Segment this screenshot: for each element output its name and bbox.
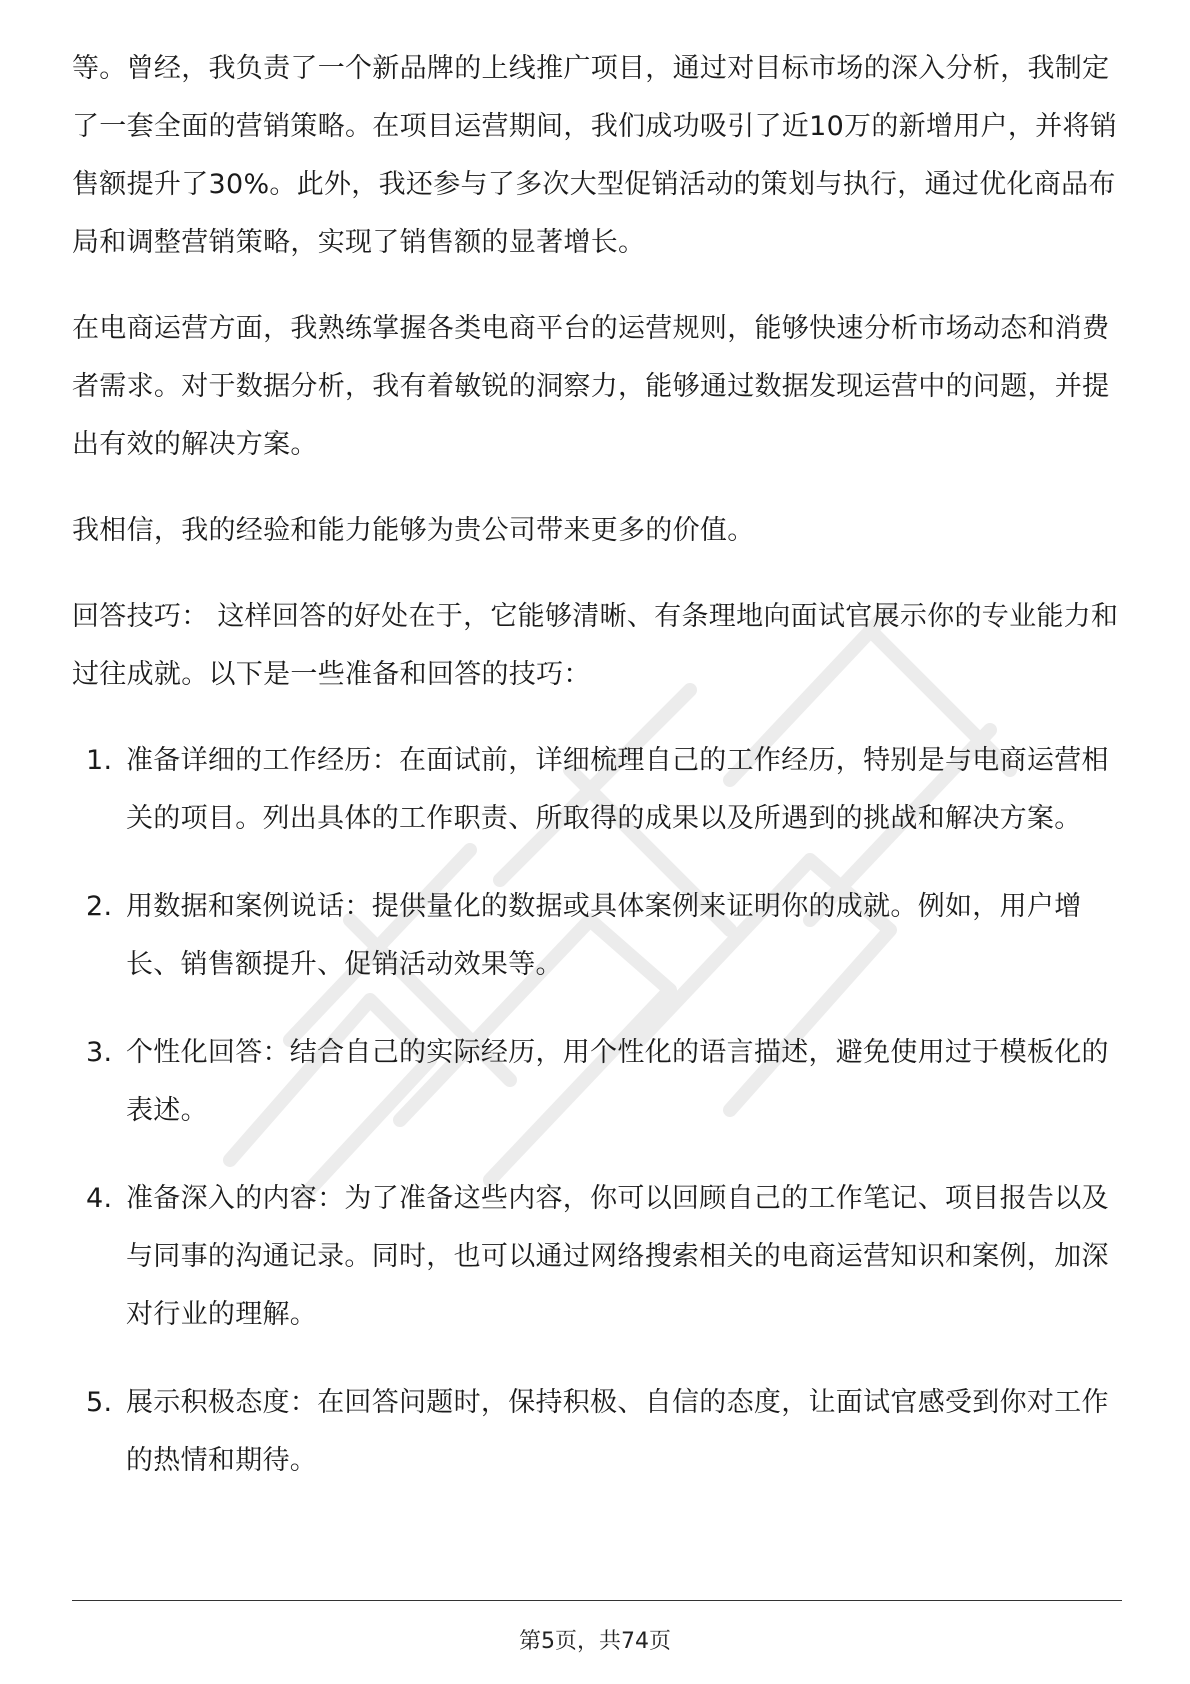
footer-divider [72, 1600, 1122, 1601]
paragraph-answer-tips-intro: 回答技巧： 这样回答的好处在于，它能够清晰、有条理地向面试官展示你的专业能力和过往成就。以下是一些准备和回答的技巧： [72, 601, 1119, 690]
page-number: 第5页，共74页 [519, 1629, 671, 1654]
list-item-text: 用数据和案例说话：提供量化的数据或具体案例来证明你的成就。例如，用户增长、销售额提升、促销活动效果等。 [126, 891, 1082, 980]
list-item [72, 732, 1122, 848]
list-item [72, 1170, 1122, 1344]
list-item-text: 准备深入的内容：为了准备这些内容，你可以回顾自己的工作笔记、项目报告以及与同事的沟通记录。同时，也可以通过网络搜索相关的电商运营知识和案例，加深对行业的理解。 [126, 1183, 1109, 1330]
list-item-number: 5. [86, 1387, 113, 1418]
list-item-text: 展示积极态度：在回答问题时，保持积极、自信的态度，让面试官感受到你对工作的热情和期待。 [126, 1387, 1109, 1476]
list-item-text: 个性化回答：结合自己的实际经历，用个性化的语言描述，避免使用过于模板化的表述。 [126, 1037, 1109, 1126]
tips-list [72, 732, 1122, 1490]
paragraph-conclusion: 我相信，我的经验和能力能够为贵公司带来更多的价值。 [72, 515, 755, 546]
list-item-number: 3. [86, 1037, 113, 1068]
list-item [72, 1374, 1122, 1490]
paragraph-ecommerce-skills: 在电商运营方面，我熟练掌握各类电商平台的运营规则，能够快速分析市场动态和消费者需求。对于数据分析，我有着敏锐的洞察力，能够通过数据发现运营中的问题，并提出有效的解决方案。 [72, 313, 1110, 460]
list-item [72, 1024, 1122, 1140]
list-item-number: 1. [86, 745, 113, 776]
list-item-number: 2. [86, 891, 113, 922]
paragraph-achievements: 等。曾经，我负责了一个新品牌的上线推广项目，通过对目标市场的深入分析，我制定了一套全面的营销策略。在项目运营期间，我们成功吸引了近10万的新增用户，并将销售额提升了30%。此外，我还参与了多次大型促销活动的策划与执行，通过优化商品布局和调整营销策略，实现了销售额的显著增长。 [72, 53, 1118, 258]
list-item-text: 准备详细的工作经历：在面试前，详细梳理自己的工作经历，特别是与电商运营相关的项目。列出具体的工作职责、所取得的成果以及所遇到的挑战和解决方案。 [126, 745, 1109, 834]
document-body [72, 40, 1122, 1520]
list-item [72, 878, 1122, 994]
list-item-number: 4. [86, 1183, 113, 1214]
